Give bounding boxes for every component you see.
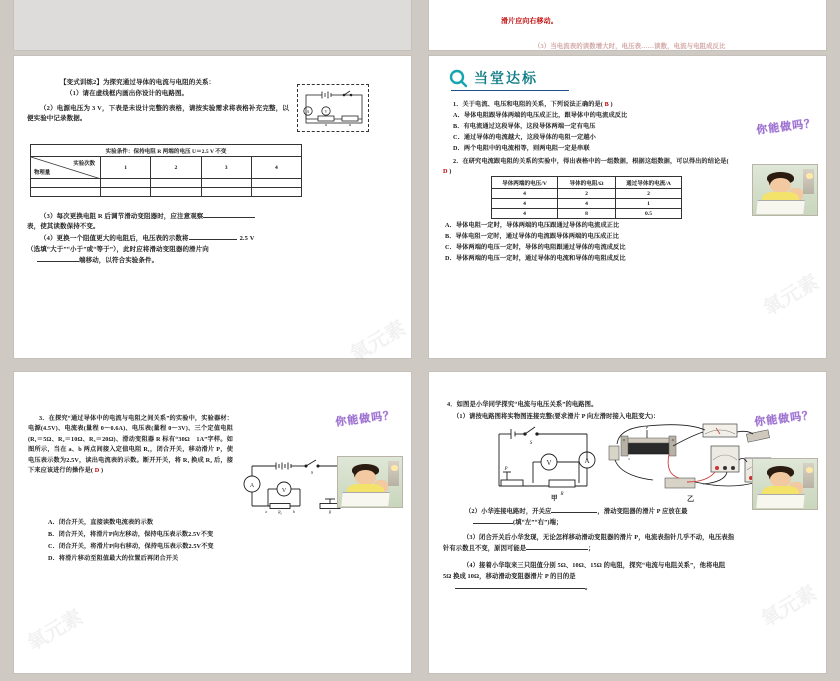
answer-blank[interactable] [189, 239, 237, 240]
slide1-data-table [30, 144, 302, 197]
dashed-circuit-box [297, 84, 369, 132]
svg-text:R: R [328, 509, 332, 514]
slide1-q3-tail: 表，使其读数保持不变。 [27, 223, 100, 231]
slide4-q4-stem: 4．如图是小华同学探究“电流与电压关系”的电路图。 [447, 400, 598, 408]
slide2-q1-option-d: D．两个电阻中的电流相等，则两电阻一定是串联 [453, 145, 590, 152]
partial-line-clipped-top [457, 0, 787, 2]
slide-class-assessment[interactable] [429, 56, 826, 358]
slide4-p4-text-b: 。 [585, 583, 592, 591]
circuit-schematic-jia [491, 424, 601, 496]
table-col-2: 2 [151, 157, 201, 179]
slide-exercise-3[interactable] [14, 372, 411, 674]
svg-text:P: P [645, 424, 649, 430]
q1-stem-end: ) [610, 101, 613, 108]
answer-blank[interactable] [203, 217, 255, 218]
slide4-p3-text-b: ； [588, 544, 595, 552]
slide3-option-a: A．闭合开关，直接读数电流表的示数 [48, 518, 154, 526]
table-row [492, 209, 682, 219]
svg-text:R: R [560, 491, 564, 497]
table-header-voltage: 导体两端的电压/V [492, 177, 558, 189]
watermark: 氧元素 [758, 268, 823, 320]
magnifier-icon [449, 69, 467, 87]
cell-resistance: 2 [558, 189, 616, 199]
q3-stem-end: ) [100, 467, 104, 475]
slide2-q1-option-b: B．有电流通过这段导体，这段导体两端一定有电压 [453, 123, 596, 130]
svg-text:a: a [265, 508, 267, 514]
cell-resistance: 4 [558, 199, 616, 209]
table-row [492, 189, 682, 199]
svg-text:R: R [348, 123, 352, 127]
slide4-part-3 [443, 532, 735, 554]
q3-stem-text: 3．在探究“通过导体中的电流与电阻之间关系”的实验中，实验器材：电源(4.5V)、电流表(量程 0～0.6A)、电压表(量程 0～3V)、三个定值电阻(R₁＝5Ω、R₂＝10Ω、R₃＝20Ω)、滑动变阻器 R 标有“30Ω 1A”字样。如图所示，当在 a、b 两点间接入定值电阻 R₁，闭合开关，移动滑片 P，使电压表示数为2.5V，读出电流表的示数。断开开关，将 R₁ 换成 R₂ 后，接下来应该进行的操作是( [28, 414, 233, 475]
handwriting-annotation: 你能做吗？ [755, 116, 817, 137]
slide4-p2-text-c: (填“左”“右”)端； [513, 518, 563, 526]
q2-stem-end: ) [449, 167, 452, 175]
q1-answer: B [604, 101, 609, 108]
slide2-q2-option-d: D．导体两端的电压一定时，通过导体的电流和导体的电阻成反比 [445, 255, 626, 262]
slide2-q2-option-a: A．导体电阻一定时，导体两端的电压跟通过导体的电流成正比 [445, 222, 620, 229]
watermark: 氧元素 [22, 604, 87, 656]
partial-line-red: 滑片应向右移动。 [501, 17, 558, 25]
table-col-4: 4 [251, 157, 301, 179]
slide4-p3-text-a: （3）闭合开关后小华发现，无论怎样移动滑动变阻器的滑片 P，电流表指针几乎不动，电压表指针有示数且不变，原因可能是 [443, 533, 735, 552]
cell-voltage: 4 [492, 199, 558, 209]
boy-reading-photo [337, 456, 403, 508]
cell-voltage: 4 [492, 209, 558, 219]
table-row [31, 188, 302, 197]
slide-partial-top-right[interactable] [429, 0, 826, 50]
svg-text:b: b [293, 508, 295, 514]
heading-divider [451, 90, 569, 91]
circuit-diagram-svg [238, 458, 350, 514]
table-row [492, 199, 682, 209]
slide1-q4-text-c: 端移动，以符合实验条件。 [79, 257, 159, 265]
handwriting-annotation: 你能做吗？ [753, 407, 815, 429]
circuit-diagram-svg [298, 85, 370, 133]
slide4-part-1: （1）请按电路图将实物图连接完整(要求滑片 P 向左滑时接入电阻变大)： [453, 412, 660, 420]
slide3-option-d: D．将滑片移动至阻值最大的位置后再闭合开关 [48, 554, 179, 562]
svg-text:S: S [529, 440, 533, 446]
svg-text:R₀: R₀ [278, 509, 282, 514]
slide4-part-4 [443, 560, 735, 593]
q3-answer: D [94, 467, 100, 475]
slide1-question-1: （1）请在虚线框内画出你设计的电路图。 [66, 90, 189, 97]
circuit-diagram-svg [491, 424, 601, 496]
answer-blank[interactable] [526, 549, 588, 550]
svg-text:A: A [249, 482, 255, 489]
table-col-1: 1 [101, 157, 151, 179]
slide1-title: 【变式训练2】为探究通过导体的电流与电阻的关系： [60, 79, 216, 86]
svg-text:P: P [504, 466, 508, 472]
slide1-q4-text-a: （4）更换一个阻值更大的电阻后，电压表的示数将 [40, 235, 189, 242]
slide2-q1-option-c: C．通过导体的电流越大，这段导体的电阻一定越小 [453, 134, 596, 141]
slide3-option-b: B．闭合开关，将滑片P向左移动，保持电压表示数2.5V不变 [48, 530, 214, 538]
table-col-3: 3 [201, 157, 251, 179]
svg-text:V: V [546, 458, 552, 467]
slide1-q3-text: （3）每次更换电阻 R 后调节滑动变阻器时，应注意观察 [40, 213, 204, 220]
slide2-q2-option-c: C．导体两端的电压一定时，导体的电阻跟通过导体的电流成反比 [445, 244, 626, 251]
slide4-part-2 [443, 506, 735, 528]
slide1-question-4 [27, 233, 327, 266]
svg-text:A: A [306, 109, 310, 114]
slide1-question-3 [27, 212, 327, 232]
slide4-fig-left-label: 甲 [551, 494, 558, 502]
slide2-q1-stem [453, 100, 613, 110]
cell-current: 0.5 [616, 209, 682, 219]
partial-line-clipped-bottom: （3）当电流表的读数增大时，电压表……读数，电流与电阻成反比 [534, 43, 726, 50]
svg-text:R: R [324, 123, 328, 127]
cell-current: 2 [616, 189, 682, 199]
table-corner-top: 实验次数 [73, 161, 95, 167]
slide4-p2-text-a: （2）小华连接电路时，开关应 [465, 507, 552, 515]
slide4-p2-text-b: ，滑动变阻器的滑片 P 应放在最 [597, 507, 688, 515]
boy-reading-photo [752, 458, 818, 510]
table-header-resistance: 导体的电阻/Ω [558, 177, 616, 189]
table-corner-bottom: 物理量 [34, 170, 51, 176]
slide4-p4-text-a: （4）接着小华取来三只阻值分别 5Ω、10Ω、15Ω 的电阻，探究“电流与电阻关系”，他将电阻 5Ω 换成 10Ω，移动滑动变阻器滑片 P 的目的是 [443, 561, 726, 580]
cell-resistance: 8 [558, 209, 616, 219]
slide-partial-left[interactable] [14, 0, 411, 50]
slide2-q1-option-a: A．导体电阻跟导体两端的电压成正比，跟导体中的电流成反比 [453, 112, 628, 119]
slide3-q3-stem [28, 414, 233, 477]
watermark: 氧元素 [756, 580, 821, 632]
svg-text:A: A [584, 456, 590, 465]
answer-blank[interactable] [551, 512, 597, 513]
answer-blank[interactable] [37, 261, 79, 262]
slide4-fig-right-label: 乙 [687, 494, 695, 503]
watermark: 氧元素 [345, 314, 410, 366]
slide2-q2-stem [443, 157, 733, 176]
table-header-current: 通过导体的电流/A [616, 177, 682, 189]
cell-voltage: 4 [492, 189, 558, 199]
slide-exercise-4[interactable] [429, 372, 826, 674]
svg-text:a: a [628, 456, 630, 461]
slide2-q2-table [491, 176, 682, 219]
boy-reading-photo [752, 164, 818, 216]
slide2-q2-option-b: B．导体电阻一定时，通过导体的电流跟导体两端的电压成正比 [445, 233, 619, 240]
slide-variant-training-2[interactable] [14, 56, 411, 366]
handwriting-annotation: 你能做吗？ [334, 407, 396, 429]
answer-blank[interactable] [455, 588, 585, 589]
q2-answer: D [443, 167, 448, 175]
cell-current: 1 [616, 199, 682, 209]
slide3-option-c: C．闭合开关，将滑片P向右移动，保持电压表示数2.5V不变 [48, 542, 214, 550]
slide1-q4-value: 2.5 V [239, 235, 255, 242]
svg-text:V: V [281, 487, 287, 494]
circuit-diagram-exercise-3 [238, 458, 350, 514]
answer-blank[interactable] [473, 523, 513, 524]
svg-text:V: V [324, 109, 328, 114]
slide1-q4-text-b: （选填“大于”“小于”或“等于”），此时应将滑动变阻器的滑片向 [27, 246, 209, 254]
table-corner-cell [31, 157, 101, 179]
page-title: 当堂达标 [474, 72, 538, 87]
table-header-row [492, 177, 682, 189]
q2-stem-text: 2．在研究电流跟电阻的关系的实验中，得出表格中的一组数据，根据这组数据，可以得出的结论是( [453, 158, 729, 165]
slide1-question-2: （2）电源电压为 3 V，下表是未设计完整的表格，请按实验需求将表格补充完整，以便实验中记录数据。 [27, 105, 289, 123]
q1-stem-text: 1．关于电流、电压和电阻的关系，下列说法正确的是( [453, 101, 603, 108]
table-caption: 实验条件：保持电阻 R 两端的电压 U＝2.5 V 不变 [31, 145, 302, 157]
table-row [31, 179, 302, 188]
svg-text:S: S [310, 469, 314, 475]
